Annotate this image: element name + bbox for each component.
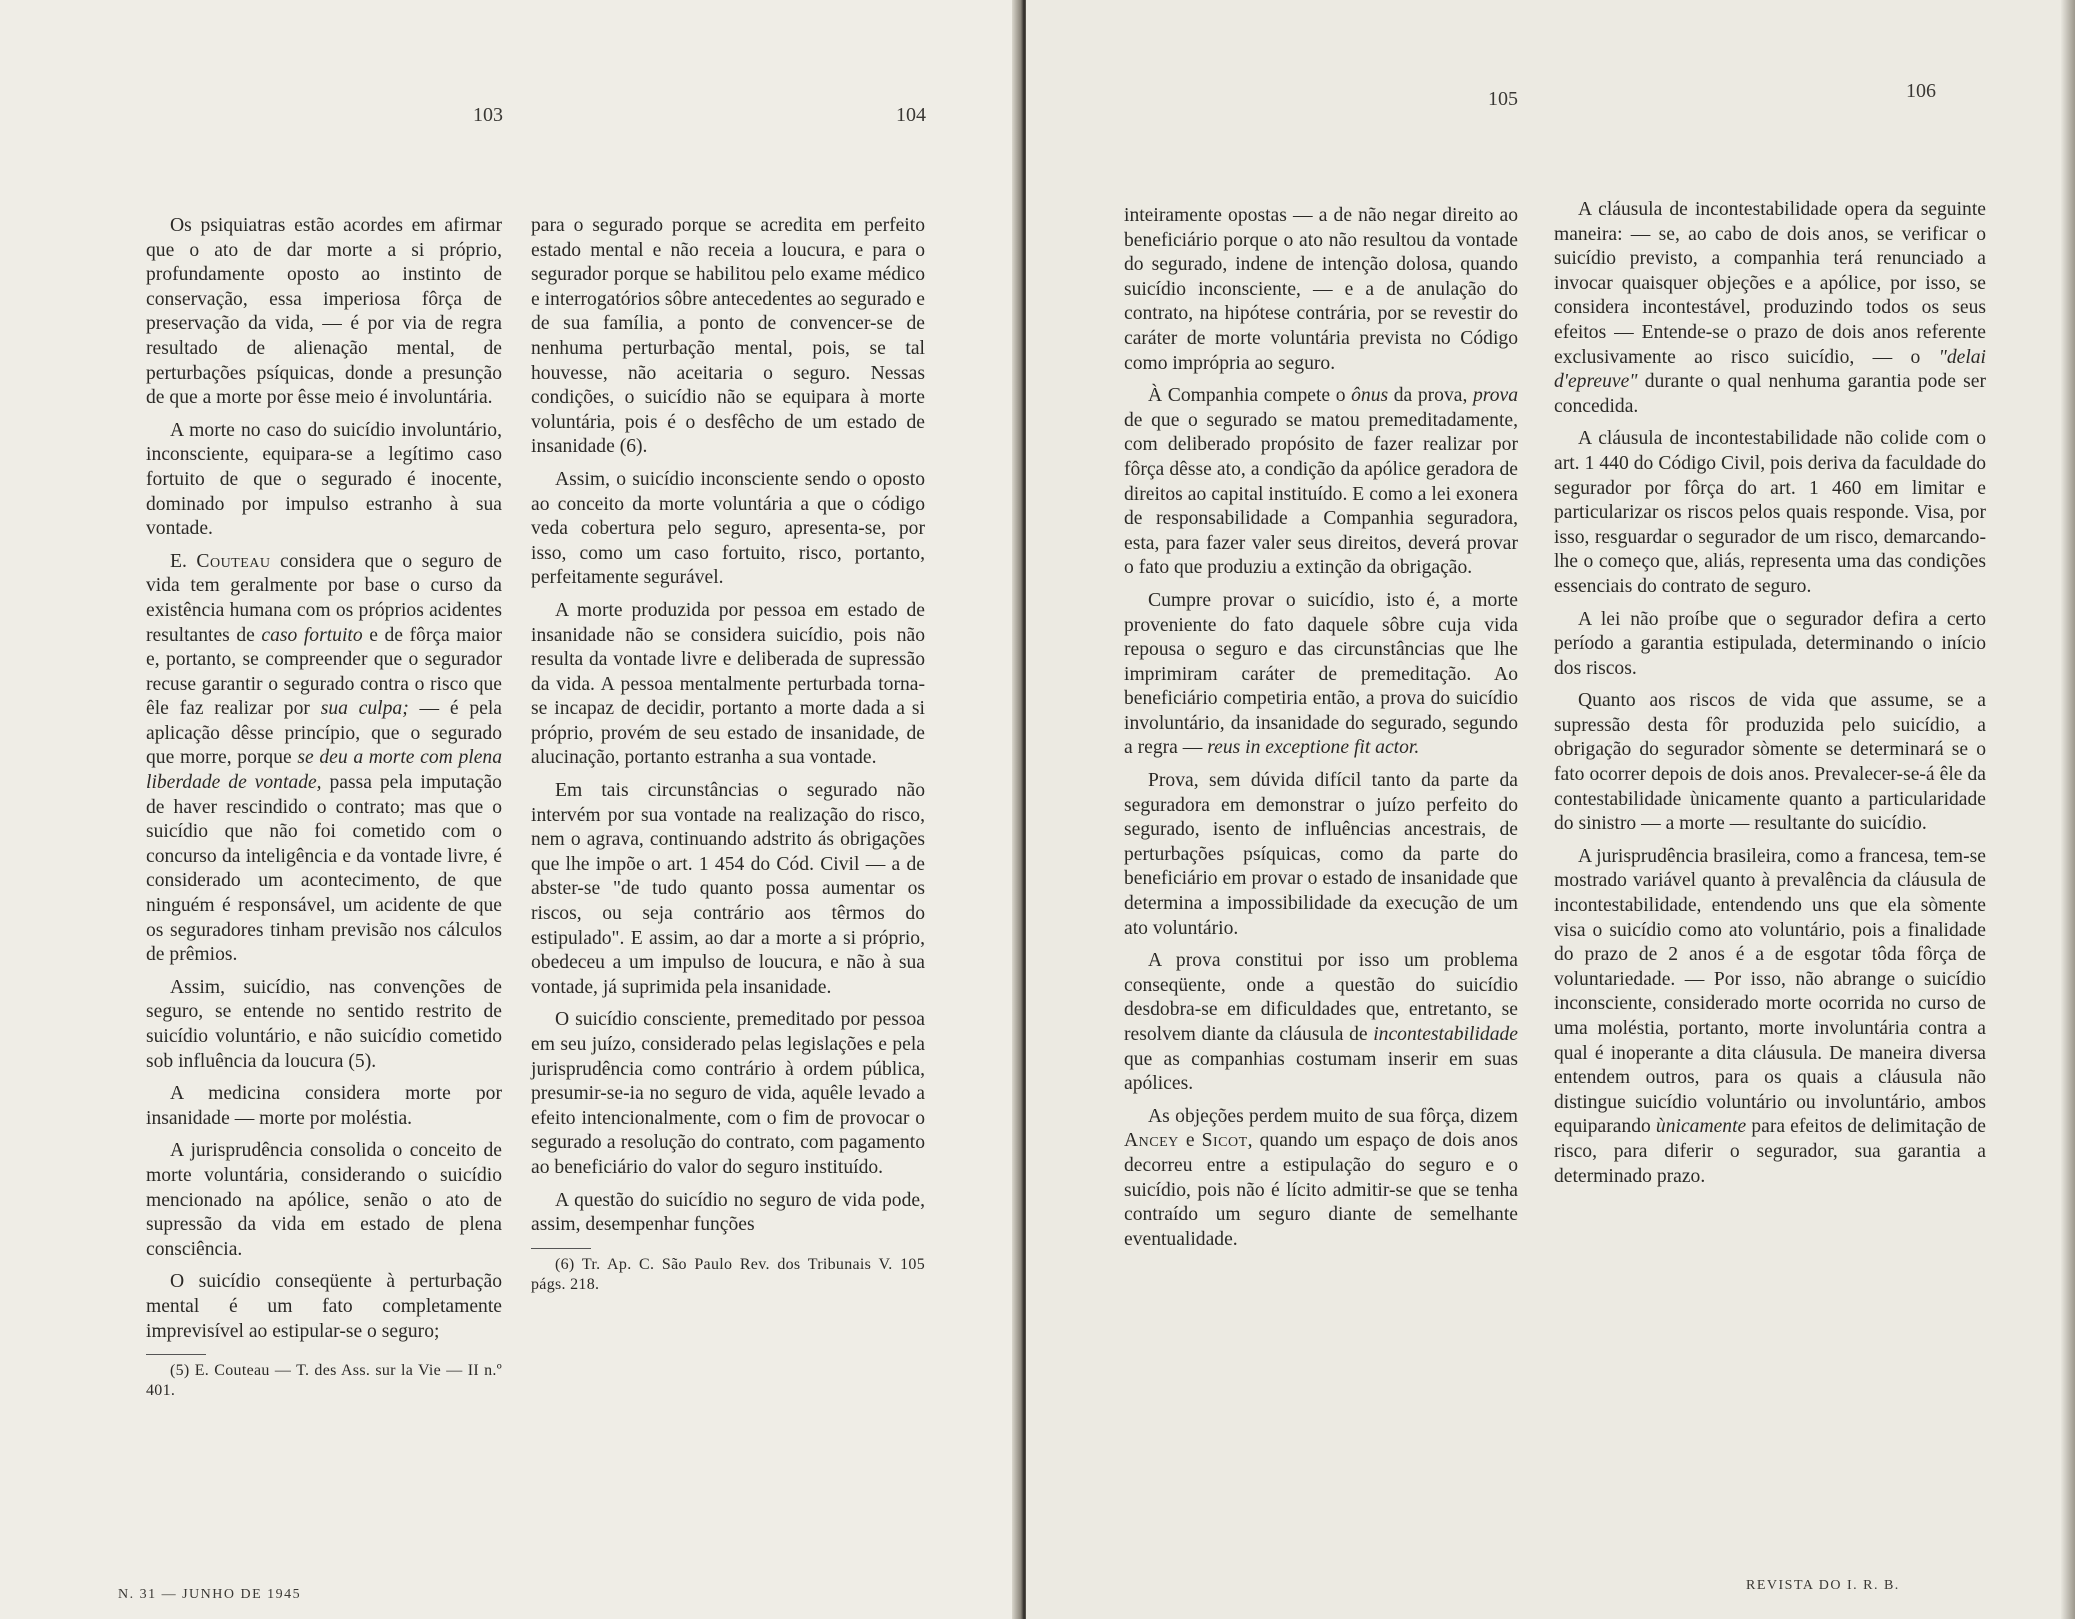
footer-journal: REVISTA DO I. R. B.: [1746, 1578, 1900, 1593]
paragraph: A medicina considera morte por insanidade — morte por moléstia.: [146, 1083, 502, 1129]
paragraph: À Companhia compete o ônus da prova, prova de que o segurado se matou premeditadamente, com deliberado propósito de fazer realizar por fôrça dêsse ato, a condição da apólice geradora de direitos ao capital instituído. E como a lei exonera de responsabilidade a Companhia seguradora, esta, para fazer valer seus direitos, deverá provar o fato que produziu a extinção da obrigação.: [1124, 385, 1518, 579]
author-name: Sicot: [1201, 1130, 1248, 1152]
paragraph: E. Couteau considera que o seguro de vida tem geralmente por base o curso da existência humana com os próprios acidentes resultantes de caso fortuito e de fôrça maior e, portanto, se compreender que o segurador recuse garantir o segurado contra o risco que êle faz realizar por sua culpa; — é pela aplicação dêsse princípio, que o segurado que morre, porque se deu a morte com plena liberdade de vontade, passa pela imputação de haver rescindido o contrato; mas que o suicídio que não foi cometido com o concurso da inteligência e da vontade livre, é considerado um acontecimento, de que ninguém é responsável, um acidente de que os seguradores tinham previsão nos cálculos de prêmios.: [146, 550, 502, 966]
paragraph: A jurisprudência brasileira, como a francesa, tem-se mostrado variável quanto à prevalência da cláusula de incontestabilidade, entendendo uns que ela sòmente visa o suicídio como ato voluntário, pois a finalidade do prazo de 2 anos é a de esgotar tôda fôrça de voluntariedade. — Por isso, não abrange o suicídio inconsciente, considerado morte ocorrida no curso de uma moléstia, portanto, morte involuntária contra a qual é inoperante a dita cláusula. De maneira diversa entendem outros, para os quais a cláusula não distingue suicídio voluntário ou involuntário, ambos equiparando ùnicamente para efeitos de delimitação de risco, para diferir o segurador, sua garantia a determinado prazo.: [1554, 845, 1986, 1187]
paragraph: A morte no caso do suicídio involuntário, inconsciente, equipara-se a legítimo caso fortuito de que o segurado é inocente, dominado por impulso estranho à sua vontade.: [146, 419, 502, 540]
author-name: Couteau: [196, 550, 271, 572]
paragraph: A cláusula de incontestabilidade opera da seguinte maneira: — se, ao cabo de dois anos, se verificar o suicídio previsto, a companhia terá renunciado a invocar quaisquer objeções e a apólice, por isso, se considera incontestável, produzindo todos os seus efeitos — Entende-se o prazo de dois anos referente exclusivamente ao risco suicídio, — o "delai d'epreuve" durante o qual nenhuma garantia pode ser concedida.: [1554, 199, 1986, 417]
paragraph: A jurisprudência consolida o conceito de morte voluntária, considerando o suicídio mencionado na apólice, senão o ato de supressão da vida em estado de plena consciência.: [146, 1140, 502, 1260]
paragraph: Assim, o suicídio inconsciente sendo o oposto ao conceito da morte voluntária a que o código veda cobertura pelo seguro, apresenta-se, por isso, como um caso fortuito, risco, portanto, perfeitamente segurável.: [531, 468, 925, 589]
column-page-104: [531, 214, 925, 1303]
paragraph: A cláusula de incontestabilidade não colide com o art. 1 440 do Código Civil, pois deriva da faculdade do segurador por fôrça do art. 1 460 em limitar e particularizar os riscos pelos quais responde. Visa, por isso, resguardar o segurador de um risco, demarcando-lhe o começo que, aliás, representa uma das condições essenciais do contrato de seguro.: [1554, 428, 1986, 597]
footnote-rule: [531, 1248, 591, 1249]
paragraph: Cumpre provar o suicídio, isto é, a morte proveniente do fato daquele sôbre cuja vida repousa o seguro e das circunstâncias que lhe imprimiram caráter de premeditação. Ao beneficiário competiria então, a prova do suicídio involuntário, da insanidade do segurado, segundo a regra — reus in exceptione fit actor.: [1124, 589, 1518, 759]
paragraph: Assim, suicídio, nas convenções de seguro, se entende no sentido restrito de suicídio voluntário, e não suicídio cometido sob influência da loucura (5).: [146, 976, 502, 1072]
column-page-105: [1124, 204, 1518, 1260]
paragraph: inteiramente opostas — a de não negar direito ao beneficiário porque o ato não resultou da vontade do segurado, indene de intenção dolosa, quando suicídio inconsciente, — e a de anulação do contrato, na hipótese contrária, por se revestir do caráter de morte voluntária prevista no Código como imprópria ao seguro.: [1124, 205, 1518, 374]
footnote: (5) E. Couteau — T. des Ass. sur la Vie — II n.º 401.: [146, 1362, 502, 1400]
right-page: [1026, 0, 2075, 1619]
page-number-103: 103: [473, 104, 503, 126]
page-number-104: 104: [896, 104, 926, 126]
paragraph: O suicídio consciente, premeditado por pessoa em seu juízo, considerado pelas legislações e pela jurisprudência como contrário à ordem pública, presumir-se-ia no seguro de vida, aquêle levado a efeito intencionalmente, com o fim de provocar o segurado a resolução do contrato, com pagamento ao beneficiário do valor do seguro instituído.: [531, 1009, 925, 1178]
paragraph: A questão do suicídio no seguro de vida pode, assim, desempenhar funções: [531, 1189, 925, 1236]
paragraph: A prova constitui por isso um problema conseqüente, onde a questão do suicídio desdobra-se em dificuldades que, entretanto, se resolvem diante da cláusula de incontestabilidade que as companhias costumam inserir em suas apólices.: [1124, 950, 1518, 1095]
paragraph: Em tais circunstâncias o segurado não intervém por sua vontade na realização do risco, nem o agrava, continuando adstrito ás obrigações que lhe impõe o art. 1 454 do Cód. Civil — a de abster-se "de tudo quanto possa aumentar os riscos, ou seja contrário aos têrmos do estipulado". E assim, ao dar a morte a si próprio, obedeceu a um impulso de loucura, e não à sua vontade, já suprimida pela insanidade.: [531, 780, 925, 998]
paragraph: Os psiquiatras estão acordes em afirmar que o ato de dar morte a si próprio, profundamente oposto ao instinto de conservação, essa imperiosa fôrça de preservação da vida, — é por via de regra resultado de alienação mental, de perturbações psíquicas, donde a presunção de que a morte por êsse meio é involuntária.: [146, 215, 502, 409]
page-edge: [2061, 0, 2075, 1619]
paragraph: Prova, sem dúvida difícil tanto da parte da seguradora em demonstrar o juízo perfeito do segurado, isento de influências ancestrais, de perturbações psíquicas, como da parte do beneficiário em provar o estado de insanidade que determina a impossibilidade da execução de um ato voluntário.: [1124, 770, 1518, 939]
paragraph: Quanto aos riscos de vida que assume, se a supressão desta fôr produzida pelo suicídio, a obrigação do segurador sòmente se determinará se o fato ocorrer depois de dois anos. Prevalecer-se-á êle da contestabilidade ùnicamente quanto a particularidade do sinistro — a morte — resultante do suicídio.: [1554, 690, 1986, 835]
column-page-103: [146, 214, 502, 1409]
paragraph: O suicídio conseqüente à perturbação mental é um fato completamente imprevisível ao estipular-se o seguro;: [146, 1271, 502, 1342]
paragraph: A morte produzida por pessoa em estado de insanidade não se considera suicídio, pois não resulta da vontade livre e deliberada de supressão da vida. A pessoa mentalmente perturbada torna-se incapaz de decidir, portanto a morte dada a si próprio, provém de seu estado de insanidade, de alucinação, portanto estranha a sua vontade.: [531, 599, 925, 769]
page-number-105: 105: [1488, 88, 1518, 110]
column-page-106: [1554, 198, 1986, 1197]
paragraph: A lei não proíbe que o segurador defira a certo período a garantia estipulada, determinando o início dos riscos.: [1554, 608, 1986, 679]
footnote-rule: [146, 1354, 206, 1355]
page-number-106: 106: [1906, 80, 1936, 102]
footnote: (6) Tr. Ap. C. São Paulo Rev. dos Tribunais V. 105 págs. 218.: [531, 1255, 925, 1293]
paragraph: As objeções perdem muito de sua fôrça, dizem Ancey e Sicot, quando um espaço de dois anos decorreu entre a estipulação do seguro e o suicídio, pois não é lícito admitir-se que se tenha contraído um seguro diante de semelhante eventualidade.: [1124, 1105, 1519, 1250]
paragraph: para o segurado porque se acredita em perfeito estado mental e não receia a loucura, e para o segurador porque se habilitou pelo exame médico e interrogatórios sôbre antecedentes ao segurado e de sua família, a ponto de convencer-se de nenhuma perturbação mental, pois, se tal houvesse, não aceitaria o seguro. Nessas condições, o suicídio não se equipara à morte voluntária, pois é o desfêcho de um estado de insanidade (6).: [531, 215, 925, 458]
left-page: [0, 0, 1022, 1619]
footer-issue: N. 31 — JUNHO DE 1945: [118, 1587, 302, 1602]
author-name: Ancey: [1124, 1130, 1179, 1152]
